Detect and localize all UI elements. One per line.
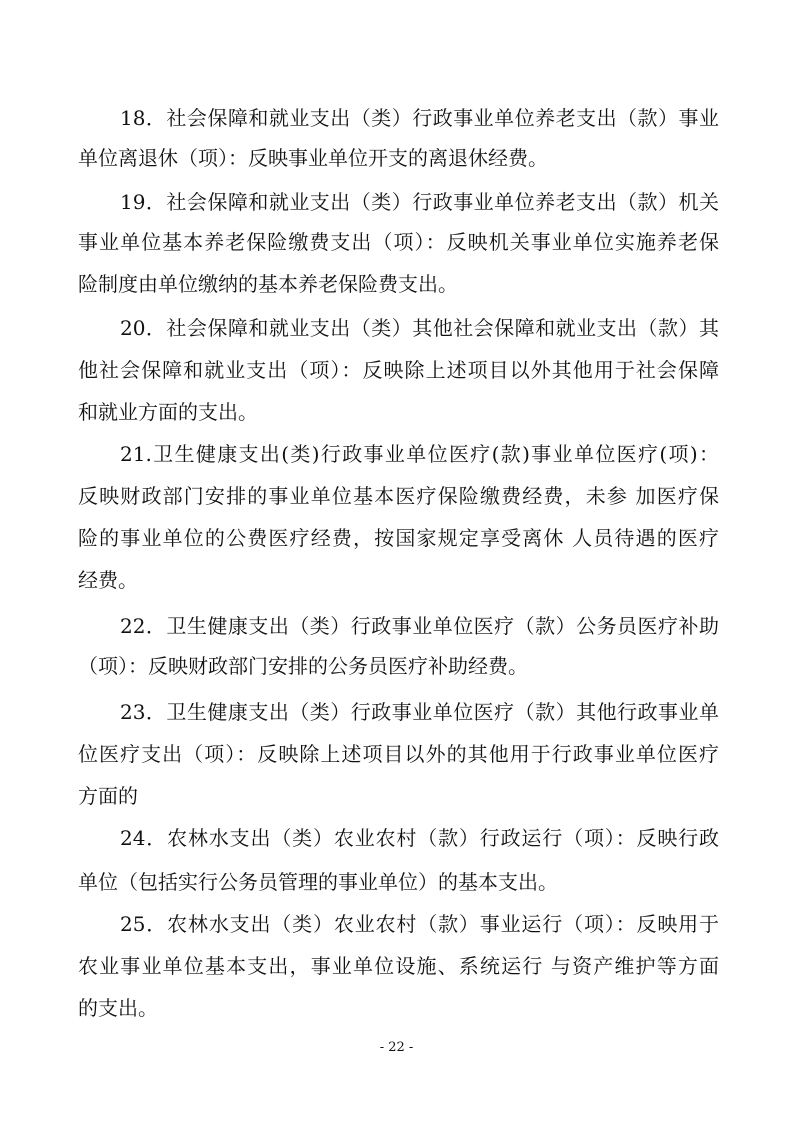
text-line: 23．卫生健康支出（类）行政事业单位医疗（款）其他行政事业单 <box>120 700 719 724</box>
text-line: 24．农林水支出（类）农业农村（款）行政运行（项）：反映行政 <box>120 826 719 850</box>
text-line: 单位离退休（项）：反映事业单位开支的离退休经费。 <box>78 146 548 170</box>
text-line: 和就业方面的支出。 <box>78 400 258 424</box>
text-line: 25．农林水支出（类）农业农村（款）事业运行（项）：反映用于 <box>120 912 719 936</box>
text-line: 单位（包括实行公务员管理的事业单位）的基本支出。 <box>78 870 558 894</box>
text-line: 的支出。 <box>78 996 158 1020</box>
text-line: 19．社会保障和就业支出（类）行政事业单位养老支出（款）机关 <box>120 190 719 214</box>
text-line: 经费。 <box>78 568 138 592</box>
text-line: （项）：反映财政部门安排的公务员医疗补助经费。 <box>78 654 528 678</box>
text-line: 险的事业单位的公费医疗经费，按国家规定享受离休 人员待遇的医疗 <box>78 526 719 550</box>
text-line: 他社会保障和就业支出（项）：反映除上述项目以外其他用于社会保障 <box>78 358 719 382</box>
text-line: 农业事业单位基本支出，事业单位设施、系统运行 与资产维护等方面 <box>78 954 719 978</box>
text-line: 18．社会保障和就业支出（类）行政事业单位养老支出（款）事业 <box>120 106 719 130</box>
text-line: 险制度由单位缴纳的基本养老保险费支出。 <box>78 272 458 296</box>
text-line: 22．卫生健康支出（类）行政事业单位医疗（款）公务员医疗补助 <box>120 614 719 638</box>
text-line: 位医疗支出（项）：反映除上述项目以外的其他用于行政事业单位医疗 <box>78 742 719 766</box>
text-line: 事业单位基本养老保险缴费支出（项）：反映机关事业单位实施养老保 <box>78 230 719 254</box>
text-line: 反映财政部门安排的事业单位基本医疗保险缴费经费，未参 加医疗保 <box>78 484 719 508</box>
page-number: - 22 - <box>379 1040 414 1055</box>
text-line: 20．社会保障和就业支出（类）其他社会保障和就业支出（款）其 <box>120 316 719 340</box>
text-line: 方面的 <box>78 784 138 808</box>
text-line: 21.卫生健康支出(类)行政事业单位医疗(款)事业单位医疗(项)： <box>120 442 719 466</box>
